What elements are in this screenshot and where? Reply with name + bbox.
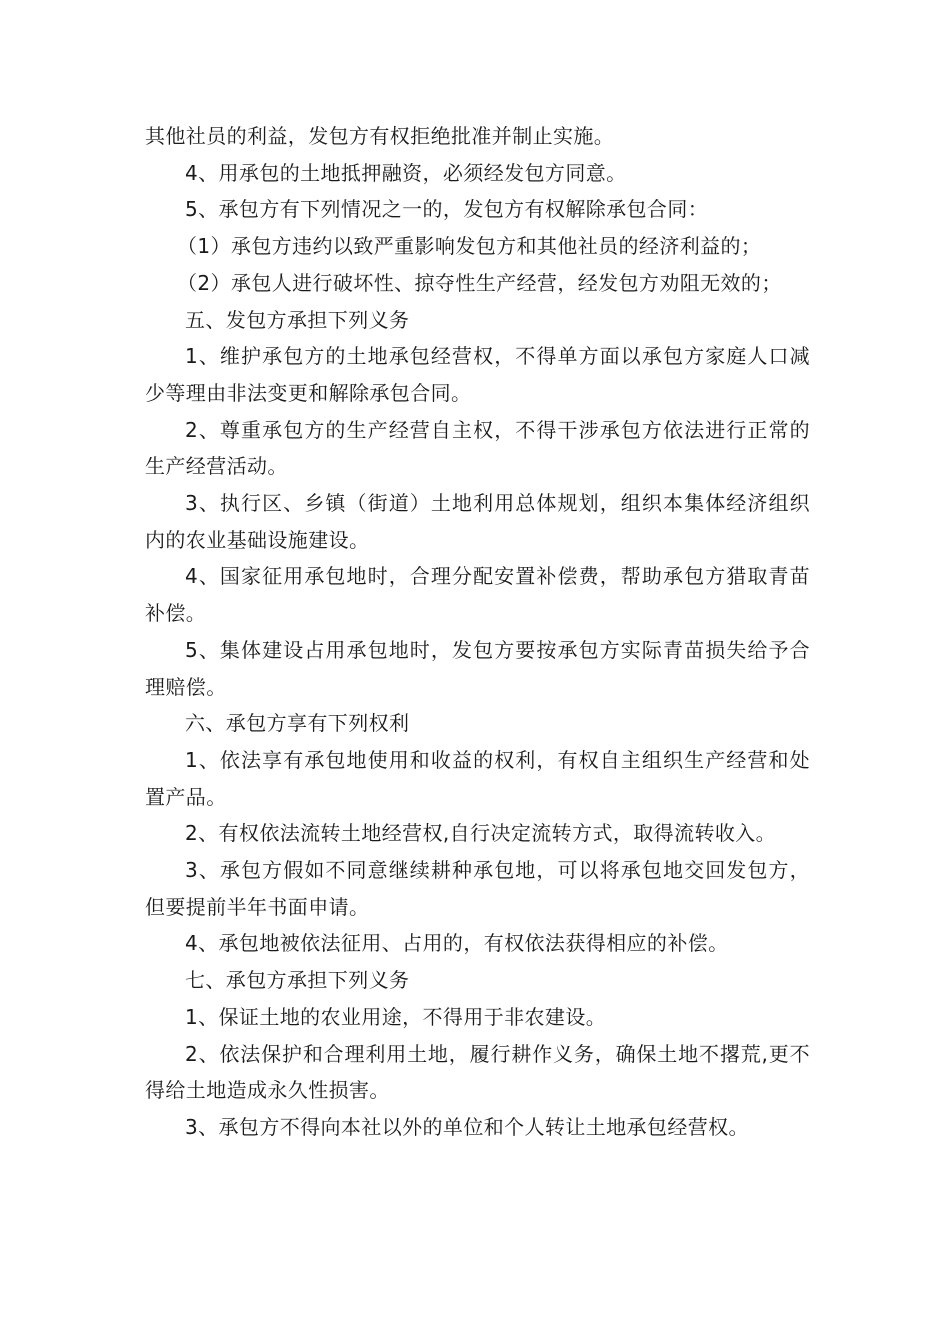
paragraph-s5-item-4: 4、国家征用承包地时，合理分配安置补偿费，帮助承包方猎取青苗补偿。 (145, 564, 810, 626)
paragraph-s7-item-3: 3、承包方不得向本社以外的单位和个人转让土地承包经营权。 (185, 1114, 749, 1139)
paragraph-s6-item-1: 1、依法享有承包地使用和收益的权利，有权自主组织生产经营和处置产品。 (145, 747, 810, 809)
paragraph-s7-item-2: 2、依法保护和合理利用土地，履行耕作义务，确保土地不撂荒,更不得给土地造成永久性损害。 (145, 1041, 810, 1103)
section-heading-seven: 七、承包方承担下列义务 (185, 968, 410, 993)
paragraph-subclause-1: （1）承包方违约以致严重影响发包方和其他社员的经济利益的； (177, 234, 762, 259)
section-heading-five: 五、发包方承担下列义务 (185, 307, 410, 332)
paragraph-clause-4-mortgage: 4、用承包的土地抵押融资，必须经发包方同意。 (185, 160, 627, 185)
document-body (145, 118, 810, 1146)
paragraph-s6-item-4: 4、承包地被依法征用、占用的，有权依法获得相应的补偿。 (185, 931, 729, 956)
paragraph-s5-item-1: 1、维护承包方的土地承包经营权，不得单方面以承包方家庭人口减少等理由非法变更和解除承包合同。 (145, 344, 810, 405)
paragraph-s5-item-2: 2、尊重承包方的生产经营自主权，不得干涉承包方依法进行正常的生产经营活动。 (145, 417, 810, 479)
paragraph-continuation: 其他社员的利益，发包方有权拒绝批准并制止实施。 (145, 124, 615, 148)
paragraph-s6-item-3: 3、承包方假如不同意继续耕种承包地，可以将承包地交回发包方，但要提前半年书面申请。 (145, 858, 810, 919)
paragraph-s5-item-3: 3、执行区、乡镇（街道）土地利用总体规划，组织本集体经济组织内的农业基础设施建设。 (145, 491, 810, 552)
paragraph-s5-item-5: 5、集体建设占用承包地时，发包方要按承包方实际青苗损失给予合理赔偿。 (145, 637, 810, 699)
paragraph-s6-item-2: 2、有权依法流转土地经营权,自行决定流转方式，取得流转收入。 (185, 821, 777, 846)
section-heading-six: 六、承包方享有下列权利 (185, 711, 410, 736)
paragraph-subclause-2: （2）承包人进行破坏性、掠夺性生产经营，经发包方劝阻无效的； (177, 270, 782, 295)
paragraph-clause-5-termination: 5、承包方有下列情况之一的，发包方有权解除承包合同： (185, 197, 709, 222)
paragraph-s7-item-1: 1、保证土地的农业用途，不得用于非农建设。 (185, 1004, 607, 1029)
